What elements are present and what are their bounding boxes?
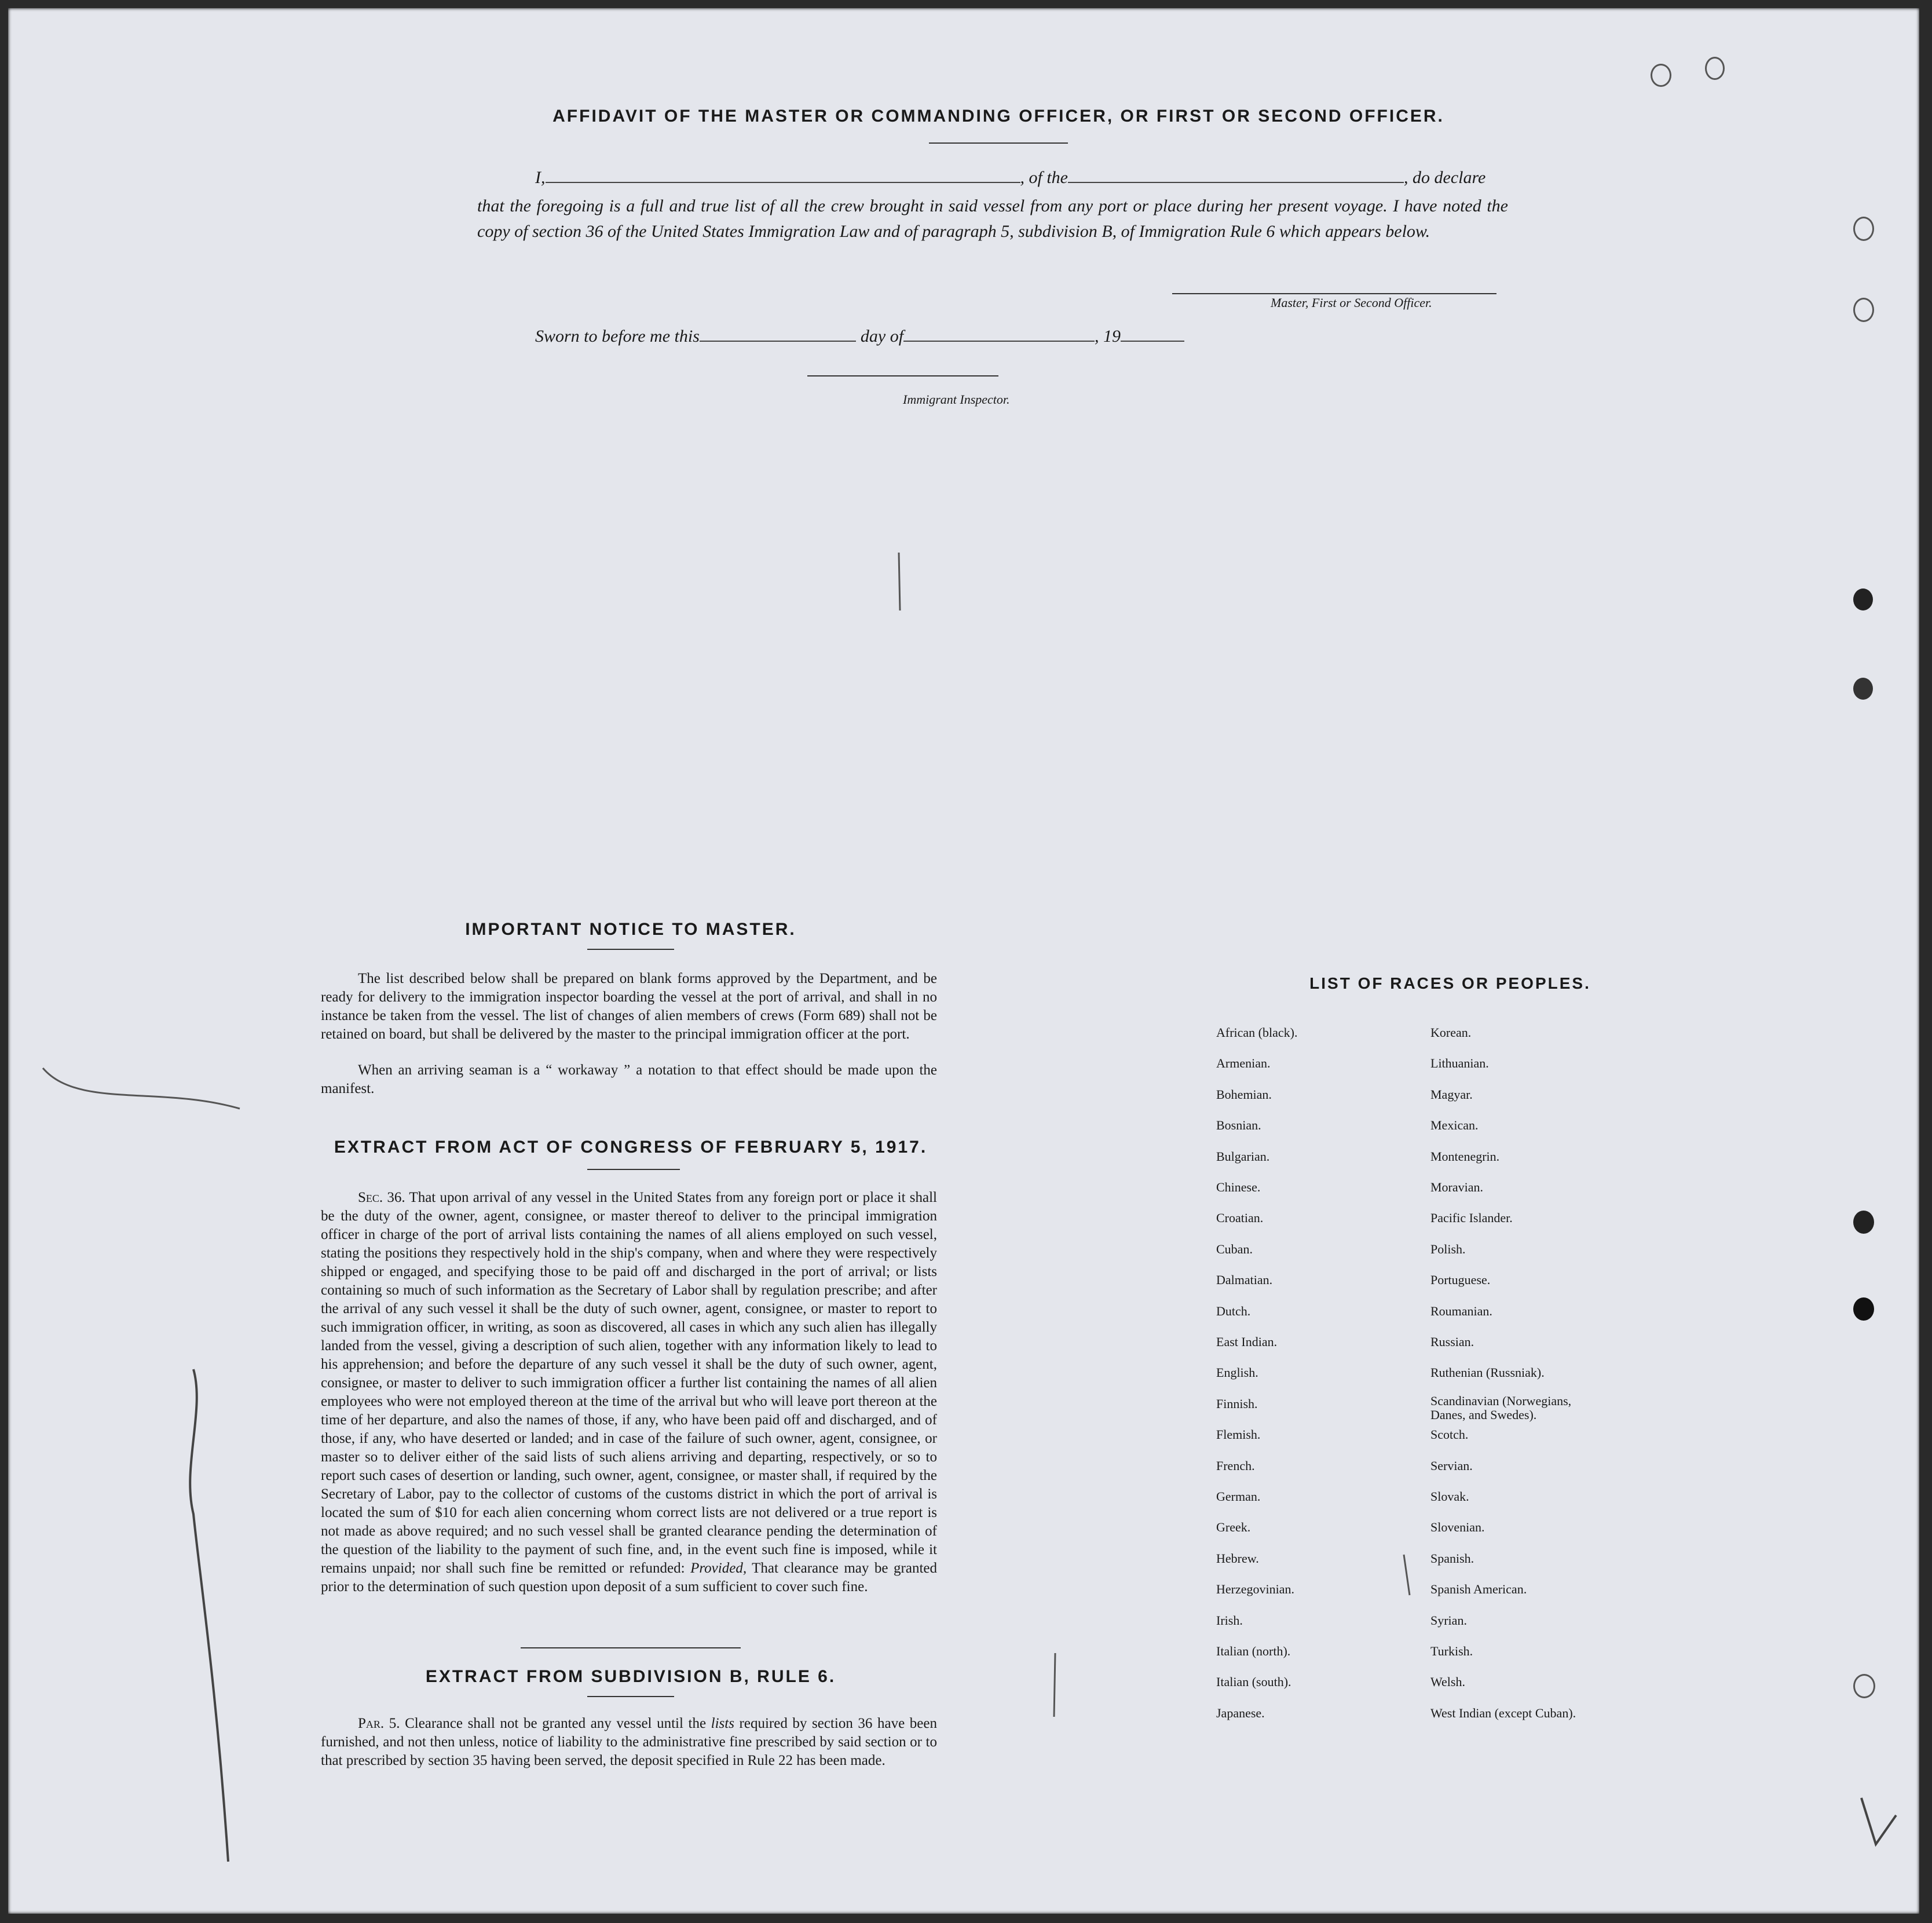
act-title-underline [587, 1169, 680, 1170]
punch-hole [1853, 678, 1873, 700]
race-item: Lithuanian. [1430, 1056, 1489, 1071]
notice-paragraph-2: When an arriving seaman is a “ workaway ” a notation to that effect should be made upon the manifest. [321, 1062, 937, 1096]
punch-hole [1853, 217, 1874, 241]
race-item: Japanese. [1216, 1705, 1265, 1720]
race-item: Bosnian. [1216, 1118, 1261, 1133]
race-item: Bohemian. [1216, 1087, 1272, 1102]
race-item: Turkish. [1430, 1644, 1473, 1658]
vessel-name-blank[interactable] [1068, 182, 1404, 183]
act-tail: That clearance may be granted prior to the determination of such question upon deposit of a sum sufficient to cover such fine. [321, 1560, 938, 1595]
signature-line[interactable] [1172, 293, 1496, 294]
race-item: Portuguese. [1430, 1273, 1491, 1288]
race-item: Italian (south). [1216, 1675, 1291, 1690]
race-item: Hebrew. [1216, 1551, 1259, 1566]
act-title: EXTRACT FROM ACT OF CONGRESS OF FEBRUARY 5, 1917. [334, 1138, 928, 1157]
race-item: Armenian. [1216, 1056, 1271, 1071]
rule-body-a: Clearance shall not be granted any vessel until the [405, 1716, 707, 1731]
punch-hole [1651, 64, 1671, 87]
race-item: German. [1216, 1489, 1261, 1504]
rule-title-underline [587, 1696, 674, 1697]
race-item: Korean. [1430, 1025, 1472, 1040]
year-label: , 19 [1095, 327, 1121, 346]
day-of-label: day of [860, 327, 904, 346]
races-right-column [1430, 1025, 1616, 1732]
rule-title: EXTRACT FROM SUBDIVISION B, RULE 6. [425, 1667, 836, 1686]
inspector-signature-line[interactable] [807, 375, 998, 376]
signature-caption: Master, First or Second Officer. [1271, 295, 1432, 310]
sworn-month-blank[interactable] [903, 341, 1095, 342]
inspector-caption: Immigrant Inspector. [903, 392, 1010, 407]
race-item: Chinese. [1216, 1180, 1261, 1194]
sworn-day-blank[interactable] [700, 341, 856, 342]
race-item: Croatian. [1216, 1211, 1264, 1226]
affidavit-first-line [477, 168, 1508, 188]
act-section-36 [321, 1189, 937, 1596]
race-item: Roumanian. [1430, 1303, 1492, 1318]
race-item: Flemish. [1216, 1427, 1261, 1442]
race-item: Irish. [1216, 1613, 1243, 1628]
race-item: Cuban. [1216, 1241, 1253, 1256]
race-item: Mexican. [1430, 1118, 1479, 1133]
act-body: That upon arrival of any vessel in the United States from any foreign port or place it shall be the duty of the owner, agent, consignee, or master thereof to deliver to the principal immigration officer in charge of the port of arrival lists containing the names of all aliens employed on such vessel, stating the positions they respectively hold in the ship's company, when and where they were respectively shipped or engaged, and specifying those to be paid off and discharged in the port of arrival; or lists containing so much of such information as the Secretary of Labor shall by regulation prescribe; and after the arrival of any such vessel it shall be the duty of such owner, agent, consignee, or master to report to such immigration officer, in writing, as soon as discovered, all cases in which any such alien has illegally landed from the vessel, giving a description of such alien, together with any information likely to lead to his apprehension; and before the departure of any such vessel it shall be the duty of such owner, agent, consignee, or master to deliver to such immigration officer a further list containing the names of all alien employees who were not employed thereon at the time of the arrival but who will leave port thereon at the time of her departure, and also the names of those, if any, who have been paid off and discharged, and of those, if any, who have deserted or landed; and in case of the failure of such owner, agent, consignee, or master so to deliver either of the said lists of such aliens arriving and departing, respectively, or so to report such cases of desertion or landing, such owner, agent, consignee, or master shall, if required by the Secretary of Labor, pay to the collector of customs of the customs district in which the port of arrival is located the sum of $10 for each alien concerning whom correct lists are not delivered or a true report is not made as above required; and no such vessel shall be granted clearance pending the determination of the question of the liability to the payment of such fine, and, in the event such fine is imposed, while it remains unpaid; nor shall such fine be remitted or refunded: [321, 1190, 937, 1576]
act-section-label: Sec. 36. [358, 1190, 405, 1205]
handwritten-marks [8, 8, 1919, 1914]
act-provided: Provided, [690, 1560, 747, 1576]
affidavit-body: that the foregoing is a full and true list of all the crew brought in said vessel from any port or place during her present voyage. I have noted the copy of section 36 of the United States Immigration Law and of paragraph 5, subdivision B, of Immigration Rule 6 which appears below. [477, 196, 1508, 241]
race-item: French. [1216, 1458, 1255, 1473]
punch-hole [1853, 1211, 1874, 1234]
race-item: Scotch. [1430, 1427, 1469, 1442]
race-item: Syrian. [1430, 1613, 1467, 1628]
affidavit-title-underline [929, 142, 1068, 144]
race-item: Ruthenian (Russniak). [1430, 1365, 1545, 1380]
rule-body-b: required by section 36 have been furnished, and not then unless, notice of liability to the administrative fine prescribed by said section or to that prescribed by section 35 having been served, the deposit specified in Rule 22 has been made. [321, 1716, 937, 1768]
rule-separator [521, 1647, 741, 1648]
race-item: Dutch. [1216, 1303, 1251, 1318]
affidavit-declare-label: , do declare [1404, 168, 1486, 187]
race-item: Welsh. [1430, 1675, 1465, 1690]
race-item: African (black). [1216, 1025, 1298, 1040]
race-item: Scandinavian (Norwegians, Danes, and Swedes). [1430, 1393, 1572, 1422]
document-page [8, 8, 1919, 1914]
race-item: East Indian. [1216, 1335, 1278, 1349]
sworn-year-blank[interactable] [1121, 341, 1184, 342]
race-item: Herzegovinian. [1216, 1582, 1294, 1597]
rule-lists-word: lists [711, 1716, 734, 1731]
race-item: Magyar. [1430, 1087, 1473, 1102]
punch-hole [1853, 298, 1874, 322]
notice-paragraph-1: The list described below shall be prepared on blank forms approved by the Department, and be ready for delivery to the immigration inspector boarding the vessel at the port of arrival, and shall in no instance be taken from the vessel. The list of changes of alien members of crews (Form 689) shall not be retained on board, but shall be delivered by the master to the principal immigration officer at the port. [321, 971, 937, 1042]
affidavit-title: AFFIDAVIT OF THE MASTER OR COMMANDING OFFICER, OR FIRST OR SECOND OFFICER. [552, 107, 1444, 126]
rule-par-label: Par. 5. [358, 1716, 400, 1731]
rule-paragraph-5 [321, 1714, 937, 1770]
race-item: Spanish. [1430, 1551, 1474, 1566]
race-item: Servian. [1430, 1458, 1473, 1473]
races-left-column [1216, 1025, 1425, 1732]
races-title: LIST OF RACES OR PEOPLES. [1309, 974, 1591, 992]
punch-hole [1853, 588, 1873, 610]
punch-hole [1853, 1297, 1874, 1321]
race-item: West Indian (except Cuban). [1430, 1705, 1576, 1720]
affidavit-i-label: I, [535, 168, 546, 187]
race-item: Slovak. [1430, 1489, 1469, 1504]
race-item: Moravian. [1430, 1180, 1484, 1194]
race-item: Polish. [1430, 1241, 1466, 1256]
race-item: Montenegrin. [1430, 1149, 1500, 1164]
race-item: Spanish American. [1430, 1582, 1527, 1597]
race-item: Dalmatian. [1216, 1273, 1273, 1288]
race-item: Bulgarian. [1216, 1149, 1270, 1164]
bleed-through-text [309, 118, 323, 144]
race-item: Greek. [1216, 1520, 1251, 1535]
punch-hole [1705, 57, 1725, 80]
race-item: Slovenian. [1430, 1520, 1485, 1535]
notice-title-underline [587, 949, 674, 950]
notice-title: IMPORTANT NOTICE TO MASTER. [465, 920, 796, 939]
punch-hole [1853, 1674, 1875, 1698]
affidavit-of-the-label: , of the [1020, 168, 1068, 187]
race-item: Italian (north). [1216, 1644, 1291, 1658]
race-item: Finnish. [1216, 1396, 1258, 1411]
sworn-label: Sworn to before me this [535, 327, 700, 346]
race-item: Russian. [1430, 1335, 1474, 1349]
race-item: English. [1216, 1365, 1258, 1380]
race-item: Pacific Islander. [1430, 1211, 1513, 1226]
sworn-line [535, 327, 1230, 346]
master-name-blank[interactable] [546, 182, 1020, 183]
